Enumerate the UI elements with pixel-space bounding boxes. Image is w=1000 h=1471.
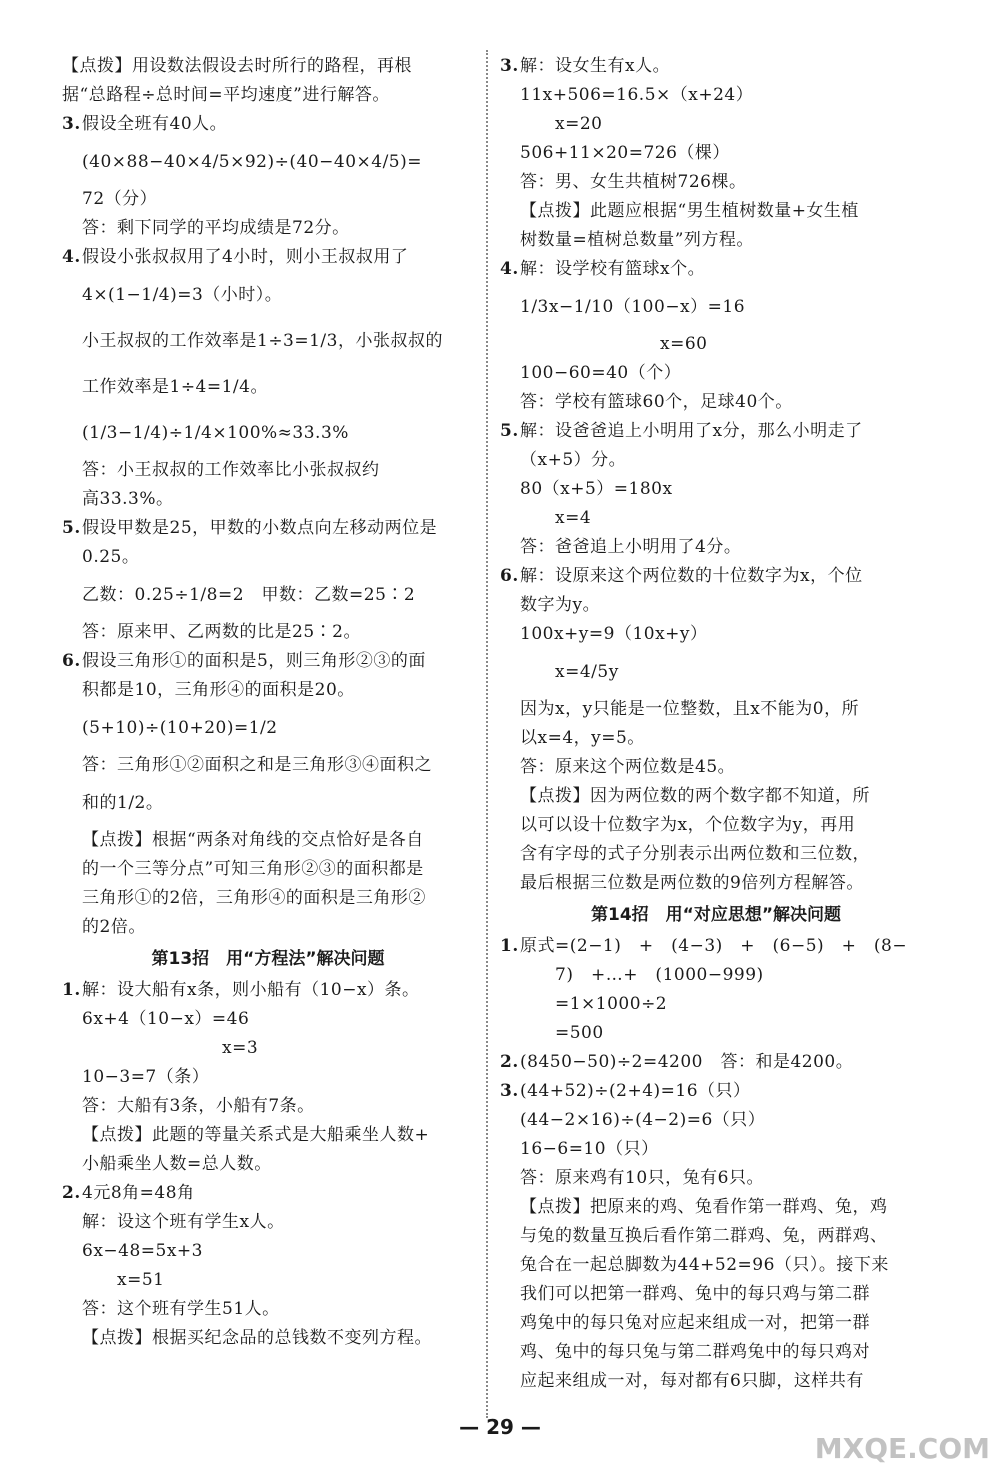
r1-line: 1.原式=(2−1) + (4−3) + (6−5) + (8− <box>500 936 908 956</box>
q4-answer: 高33.3%。 <box>82 489 174 509</box>
p6-tip: 以可以设十位数字为x，个位数字为y，再用 <box>520 815 856 835</box>
p5-line: 5.解：设爸爸追上小明用了x分，那么小明走了 <box>500 421 863 441</box>
q3-answer: 答：剩下同学的平均成绩是72分。 <box>82 218 350 238</box>
p6-tip: 最后根据三位数是两位数的9倍列方程解答。 <box>520 873 864 893</box>
r1-line: 7) +…+ (1000−999) <box>555 965 764 985</box>
p6-line: 以x=4，y=5。 <box>520 728 645 748</box>
p5-solution: x=4 <box>555 508 592 528</box>
q3-line: 3.假设全班有40人。 <box>62 114 228 134</box>
p1-solution: x=3 <box>222 1038 259 1058</box>
q6-tip: 的一个三等分点”可知三角形②③的面积都是 <box>82 859 424 879</box>
p1-tip: 小船乘坐人数=总人数。 <box>82 1154 272 1174</box>
tip-line: 【点拨】用设数法假设去时所行的路程，再根 <box>62 56 412 76</box>
q6-tip: 三角形①的2倍，三角形④的面积是三角形② <box>82 888 426 908</box>
p5-equation: 80（x+5）=180x <box>520 479 673 499</box>
q5-line: 5.假设甲数是25，甲数的小数点向左移动两位是 <box>62 518 438 538</box>
p2-line: 2.4元8角=48角 <box>62 1183 195 1203</box>
p4-answer: 答：学校有篮球60个，足球40个。 <box>520 392 793 412</box>
p2-tip: 【点拨】根据买纪念品的总钱数不变列方程。 <box>82 1328 432 1348</box>
p1-line: 10−3=7（条） <box>82 1067 210 1087</box>
section-heading-14: 第14招 用“对应思想”解决问题 <box>590 905 841 925</box>
page-number: — 29 — <box>459 1415 541 1439</box>
r3-tip: 兔合在一起总脚数为44+52=96（只）。接下来 <box>520 1255 889 1275</box>
q4-answer: 答：小王叔叔的工作效率比小张叔叔约 <box>82 460 380 480</box>
q4-equation: 4×(1−1/4)=3（小时）。 <box>82 285 283 305</box>
p4-solution: x=60 <box>660 334 708 354</box>
q6-equation: (5+10)÷(10+20)=1/2 <box>82 718 278 738</box>
q4-line: 4.假设小张叔叔用了4小时，则小王叔叔用了 <box>62 247 409 267</box>
q6-tip: 【点拨】根据“两条对角线的交点恰好是各自 <box>82 830 424 850</box>
p6-tip: 【点拨】因为两位数的两个数字都不知道，所 <box>520 786 870 806</box>
r3-tip: 我们可以把第一群鸡、兔中的每只鸡与第二群 <box>520 1284 870 1304</box>
right-column <box>500 52 932 1396</box>
r1-line: =1×1000÷2 <box>555 994 668 1014</box>
p1-tip: 【点拨】此题的等量关系式是大船乘坐人数+ <box>82 1125 430 1145</box>
q4-line: 小王叔叔的工作效率是1÷3=1/3，小张叔叔的 <box>82 331 443 351</box>
q5-equation: 乙数：0.25÷1/8=2 甲数：乙数=25∶2 <box>82 585 416 605</box>
tip-line: 据“总路程÷总时间=平均速度”进行解答。 <box>62 85 390 105</box>
q5-answer: 答：原来甲、乙两数的比是25∶2。 <box>82 622 361 642</box>
p6-line: 6.解：设原来这个两位数的十位数字为x，个位 <box>500 566 863 586</box>
p6-answer: 答：原来这个两位数是45。 <box>520 757 736 777</box>
p6-tip: 含有字母的式子分别表示出两位数和三位数， <box>520 844 870 864</box>
p3-solution: x=20 <box>555 114 603 134</box>
p6-line: 因为x，y只能是一位整数，且x不能为0，所 <box>520 699 860 719</box>
q6-line: 6.假设三角形①的面积是5，则三角形②③的面 <box>62 651 426 671</box>
p3-answer: 答：男、女生共植树726棵。 <box>520 172 747 192</box>
p2-line: 解：设这个班有学生x人。 <box>82 1212 285 1232</box>
r3-tip: 与兔的数量互换后看作第二群鸡、兔，两群鸡、 <box>520 1226 888 1246</box>
r1-line: =500 <box>555 1023 604 1043</box>
p2-equation: 6x−48=5x+3 <box>82 1241 203 1261</box>
r2-line: 2.(8450−50)÷2=4200 答：和是4200。 <box>500 1052 854 1072</box>
p2-solution: x=51 <box>117 1270 165 1290</box>
p6-solution: x=4/5y <box>555 662 619 682</box>
p3-line: 506+11×20=726（棵） <box>520 143 730 163</box>
r3-tip: 鸡、兔中的每只兔与第二群鸡兔中的每只鸡对 <box>520 1342 870 1362</box>
p3-line: 3.解：设女生有x人。 <box>500 56 671 76</box>
p6-equation: 100x+y=9（10x+y） <box>520 624 708 644</box>
q6-answer: 和的1/2。 <box>82 793 164 813</box>
r3-tip: 应起来组成一对，每对都有6只脚，这样共有 <box>520 1371 864 1391</box>
q5-line: 0.25。 <box>82 547 140 567</box>
r3-tip: 鸡兔中的每只兔对应起来组成一对，把第一群 <box>520 1313 870 1333</box>
p6-line: 数字为y。 <box>520 595 601 615</box>
p1-answer: 答：大船有3条，小船有7条。 <box>82 1096 315 1116</box>
p4-equation: 1/3x−1/10（100−x）=16 <box>520 297 746 317</box>
p5-line: （x+5）分。 <box>520 450 627 470</box>
r3-tip: 【点拨】把原来的鸡、兔看作第一群鸡、兔，鸡 <box>520 1197 888 1217</box>
p3-tip: 【点拨】此题应根据“男生植树数量+女生植 <box>520 201 859 221</box>
q4-equation: (1/3−1/4)÷1/4×100%≈33.3% <box>82 423 349 443</box>
q3-result: 72（分） <box>82 189 158 209</box>
column-divider <box>486 50 488 1418</box>
section-heading-13: 第13招 用“方程法”解决问题 <box>151 949 385 969</box>
q6-tip: 的2倍。 <box>82 917 146 937</box>
q3-equation: (40×88−40×4/5×92)÷(40−40×4/5)= <box>82 152 422 172</box>
q6-line: 积都是10，三角形④的面积是20。 <box>82 680 355 700</box>
p4-line: 100−60=40（个） <box>520 363 682 383</box>
p1-equation: 6x+4（10−x）=46 <box>82 1009 250 1029</box>
r3-line: 16−6=10（只） <box>520 1139 659 1159</box>
q6-answer: 答：三角形①②面积之和是三角形③④面积之 <box>82 755 432 775</box>
p5-answer: 答：爸爸追上小明用了4分。 <box>520 537 742 557</box>
left-column <box>62 52 474 1353</box>
p3-tip: 树数量=植树总数量”列方程。 <box>520 230 754 250</box>
q4-line: 工作效率是1÷4=1/4。 <box>82 377 268 397</box>
site-watermark: MXQE.COM <box>814 1432 990 1465</box>
p2-answer: 答：这个班有学生51人。 <box>82 1299 280 1319</box>
r3-line: 3.(44+52)÷(2+4)=16（只） <box>500 1081 751 1101</box>
p4-line: 4.解：设学校有篮球x个。 <box>500 259 706 279</box>
p3-equation: 11x+506=16.5×（x+24） <box>520 85 754 105</box>
p1-line: 1.解：设大船有x条，则小船有（10−x）条。 <box>62 980 420 1000</box>
r3-line: (44−2×16)÷(4−2)=6（只） <box>520 1110 766 1130</box>
r3-answer: 答：原来鸡有10只，兔有6只。 <box>520 1168 764 1188</box>
